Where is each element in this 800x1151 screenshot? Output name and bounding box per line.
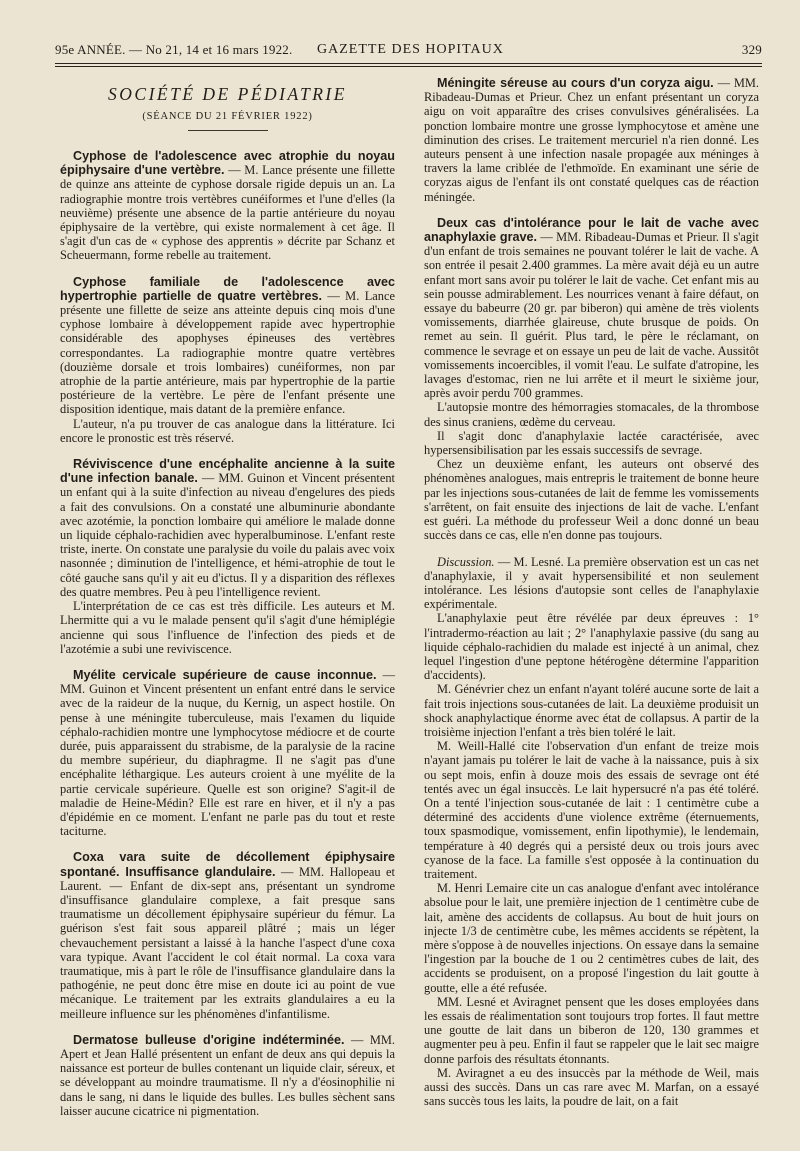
article-paragraph-lead (60, 1033, 395, 1118)
article-text: Il s'agit donc d'anaphylaxie lactée caractérisée, avec hypersensibilisation par les essais successifs de sevrage. (424, 428, 759, 458)
article-text: Chez un deuxième enfant, les auteurs ont observé des phénomènes analogues, mais entrepris le traitement de bonne heure par les injections sous-cutanées de lait de femme les vomissements s'arrêtent, on fait ensuite des injections de lait de vache. L'enfant est guéri. La méthode du professeur Weil a donc donné un beau succès dans ce cas, elle n'en donne pas toujours. (424, 457, 759, 543)
seance-date: (SÉANCE DU 21 FÉVRIER 1922) (142, 111, 313, 122)
article-paragraph-lead (424, 555, 759, 612)
article-paragraph (424, 739, 759, 881)
article-paragraph (424, 682, 759, 739)
page-header (55, 40, 762, 60)
article-text: — MM. Ribadeau-Dumas et Prieur. Il s'agit d'un enfant de trois semaines ne pouvant tolérer le lait de vache. A son entrée il pesait 2.400 grammes. La mère avait déjà eu un autre enfant mort sans avoir pu tolérer le lait de vache. Cet enfant mis au sein pousse admirablement. Les nourrices venant à faire défaut, on essaye du babeurre (20 gr. par biberon) qui amène de très violents vomissements, diarrhée glaireuse, chute brusque de poids. On remet au sein. Il guérit. Plus tard, le père le réclamant, on commence le sevrage et on essaye un peu de lait de vache. Aussitôt vomissements incoercibles, il vomit l'eau. Le sulfate d'atropine, les lavages d'estomac, rien ne lui arrête et il meurt le sixième jour, après avoir perdu 700 grammes. (424, 230, 759, 401)
article-text: L'interprétation de ce cas est très difficile. Les auteurs et M. Lhermitte qui a vu le malade pensent qu'il s'agit d'une hémiplégie ancienne qui sous l'influence de l'infection des pieds et de l'azotémie a subi une reviviscence. (60, 599, 395, 656)
article-paragraph (424, 429, 759, 457)
article-title: Cyphose familiale de l'adolescence avec hypertrophie partielle de quatre vertèbres. (60, 274, 395, 303)
article-paragraph-lead (424, 76, 759, 204)
article-title: Myélite cervicale supérieure de cause inconnue. (73, 667, 377, 682)
article-paragraph (424, 457, 759, 542)
article-paragraph-lead (60, 668, 395, 838)
article-title: Coxa vara suite de décollement épiphysaire spontané. Insuffisance glandulaire. (60, 850, 395, 879)
header-issue: 95e ANNÉE. — No 21, 14 et 16 mars 1922. (55, 42, 293, 57)
header-rule-bottom (55, 66, 762, 67)
article-text: — M. Lesné. La première observation est un cas net d'anaphylaxie, il y avait hypersensibilité et non seulement intolérance. Les lésions d'autopsie sont celles de l'anaphylaxie expérimentale. (424, 554, 759, 612)
article-text: — MM. Hallopeau et Laurent. — Enfant de dix-sept ans, présentant un syndrome d'insuffisance glandulaire complexe, a fait presque sans traumatisme un décollement épiphysaire supérieur du fémur. La guérison s'est fait sous appareil plâtré ; mais un léger chevauchement persistant a laissé à la hanche l'aspect d'une coxa vara typique. Avant l'accident le col était normal. La coxa vara traumatique, mis à part le rôle de l'insuffisance glandulaire dans la pathogénie, ne peut donc être mise en doute ici au point de vue mécanique. Le traitement par les extraits glandulaires a eu la meilleure influence sur les phénomènes d'infantilisme. (60, 864, 395, 1021)
article-paragraph-lead (60, 149, 395, 263)
article-title: Dermatose bulleuse d'origine indéterminée. (73, 1032, 345, 1047)
article-title: Deux cas d'intolérance pour le lait de vache avec anaphylaxie grave. (424, 215, 759, 245)
article-paragraph (424, 1066, 759, 1109)
article-text: L'anaphylaxie peut être révélée par deux épreuves : 1° l'intradermo-réaction au lait ; 2° l'anaphylaxie passive (du sang au liquide céphalo-rachidien du malade est injecté à un animal, chez lequel l'ingestion d'une peptone hétérogène détermine l'apparition d'accidents). (424, 611, 759, 683)
right-articles (424, 76, 759, 1108)
article-title: Méningite séreuse au cours d'un coryza aigu. (437, 76, 714, 90)
article-text: — MM. Apert et Jean Hallé présentent un enfant de deux ans qui depuis la naissance est porteur de bulles contenant un liquide clair, séreux, et se développant au moindre traumatisme. Il n'y a d'éosinophilie ni dans le sang, ni dans le liquide des bulles. Les bulles sèchent sans laisser aucune cicatrice ni pigmentation. (60, 1032, 395, 1118)
article-title: Cyphose de l'adolescence avec atrophie du noyau épiphysaire d'une vertèbre. (60, 149, 395, 178)
article-text: M. Génévrier chez un enfant n'ayant toléré aucune sorte de lait a fait trois injections sous-cutanées de lait. La deuxième produisit un shock anaphylactique énorme avec état de collapsus. A partir de la troisième injection l'enfant a très bien toléré le lait. (424, 682, 759, 739)
article-paragraph-lead (60, 457, 395, 599)
article-paragraph-lead (60, 850, 395, 1020)
left-column (60, 76, 395, 1118)
article-paragraph (424, 400, 759, 428)
article-text: — M. Lance présente une fillette de seize ans atteinte depuis cinq mois d'une cyphose lombaire à développement rapide avec hypertrophie considérable des apophyses épineuses des vertèbres correspondantes. La radiographie montre quatre vertèbres (douzième dorsale et trois lombaires) cunéiformes, non par atrophie de la partie antérieure, mais par hypertrophie de la partie postérieure de la vertèbre. Le père de l'enfant présente une disposition identique, mais datant de la première enfance. (60, 288, 395, 417)
article-text: M. Henri Lemaire cite un cas analogue d'enfant avec intolérance absolue pour le lait, une première injection de 1 centimètre cube de lait, amène des accidents de collapsus. Au bout de huit jours on injecte 1/3 de centimètre cube, les mêmes accidents se répètent, la mère s'oppose à de nouvelles injections. On essaye dans la semaine l'ingestion par la bouche de 1 ou 2 centimètres cubes de lait, des accidents se produisent, on a proposé l'ingestion du lait goutte à goutte, elle a été refusée. (424, 881, 759, 995)
article-text: L'auteur, n'a pu trouver de cas analogue dans la littérature. Ici encore le pronostic est très réservé. (60, 416, 395, 445)
article-paragraph (60, 599, 395, 656)
section-title: SOCIÉTÉ DE PÉDIATRIE (108, 84, 347, 104)
article-text: — MM. Guinon et Vincent présentent un enfant entré dans le service avec de la raideur de la nuque, du Kernig, un aspect hostile. On pense à une méningite tuberculeuse, mais l'examen du liquide céphalo-rachidien montre une lymphocytose médiocre et de courte durée, puis apparaissent du strabisme, de la paralysie de la racine du membre supérieur, du diaphragme. Il ne s'agit pas d'une encéphalite léthargique. Les auteurs croient à une myélite de la partie cervicale supérieure. Quelle est son origine? S'agit-il de maladie de Heine-Médin? Elle est rare en hiver, et il n'y a pas d'épidémie en ce moment. L'enfant ne parle pas du tout et reste taciturne. (60, 667, 395, 839)
header-page-number: 329 (741, 42, 762, 57)
article-text: — MM. Guinon et Vincent présentent un enfant qui à la suite d'infection au niveau d'engelures des pieds a fait des convulsions. On a constaté une albuminurie abondante avec azotémie, la ponction lombaire qui améliore le malade donne un liquide céphalo-rachidien avec hyperalbuminose. L'enfant reste triste, inerte. On constate une paralysie du voile du palais avec voix nasonnée ; diminution de l'intelligence, et hémi-atrophie de tout le côté gauche sans qu'il y ait eu d'ictus. Il y a disparition des réflexes des quatre membres. Peu à peu l'intelligence revient. (60, 471, 395, 599)
article-text: — MM. Ribadeau-Dumas et Prieur. Chez un enfant présentant un coryza aigu on voit apparaître des crises convulsives généralisées. La ponction lombaire montre une grosse lymphocytose et amène une diminution des crises. Le traitement mercuriel n'a rien donné. Les auteurs pensent à une infection nasale propagée aux méninges à travers la lame criblée de l'ethmoïde. En examinant une série de coryzas aigus de l'enfant ils ont constaté quelques cas de réaction méningée. (424, 76, 759, 204)
article-paragraph-lead (424, 216, 759, 401)
article-paragraph (424, 611, 759, 682)
section-divider (188, 130, 268, 131)
article-title: Réviviscence d'une encéphalite ancienne à la suite d'une infection banale. (60, 457, 395, 486)
article-text: M. Weill-Hallé cite l'observation d'un enfant de treize mois n'ayant jamais pu tolérer le lait de vache à la naissance, puis à six ou sept mois, enfin à douze mois des essais de sevrage ont été tentés avec un égal insuccès. Le lait hypersucré n'a pas été toléré. On a tenté l'injection sous-cutanée de lait : 1 centimètre cube a déterminé des accidents d'une violence extrême (éternuements, toux spasmodique, vomissement, enfin lipothymie), le lendemain, température à 40 degrés qui a persisté deux ou trois jours avec cyanose de la face. La famille s'est opposée à la continuation du traitement. (424, 739, 759, 881)
article-paragraph (424, 995, 759, 1066)
article-text: L'autopsie montre des hémorragies stomacales, de la thrombose des sinus craniens, œdème du cerveau. (424, 400, 759, 429)
article-paragraph-lead (60, 275, 395, 417)
header-rule-top (55, 63, 762, 64)
article-text: — M. Lance présente une fillette de quinze ans atteinte de cyphose dorsale rigide depuis un an. La radiographie montre trois vertèbres cunéiformes et l'une d'elles (la neuvième) présente une absence de la partie antérieure du noyau épiphysaire de la vertèbre, qui existe normalement à cet âge. Il s'agit d'un cas de « cyphose des apprentis » décrite par Schanz et Scheuermann, forme rebelle au traitement. (60, 163, 395, 263)
article-text: M. Aviragnet a eu des insuccès par la méthode de Weil, mais aussi des succès. Dans un cas rare avec M. Marfan, on a essayé sans succès tous les laits, la poudre de lait, on a fait (424, 1065, 759, 1109)
article-paragraph (424, 881, 759, 995)
article-paragraph (60, 417, 395, 445)
article-text: MM. Lesné et Aviragnet pensent que les doses employées dans les essais de réalimentation sont toujours trop fortes. Il faut mettre une goutte de lait dans un biberon de 120, 130 grammes et augmenter peu à peu. Enfin il faut se rappeler que le lait sec maigre donne parfois des résultats étonnants. (424, 994, 759, 1066)
discussion-label: Discussion. (437, 554, 495, 569)
left-articles (60, 149, 395, 1118)
right-column (424, 76, 759, 1108)
header-journal-title: GAZETTE DES HOPITAUX (317, 42, 504, 57)
